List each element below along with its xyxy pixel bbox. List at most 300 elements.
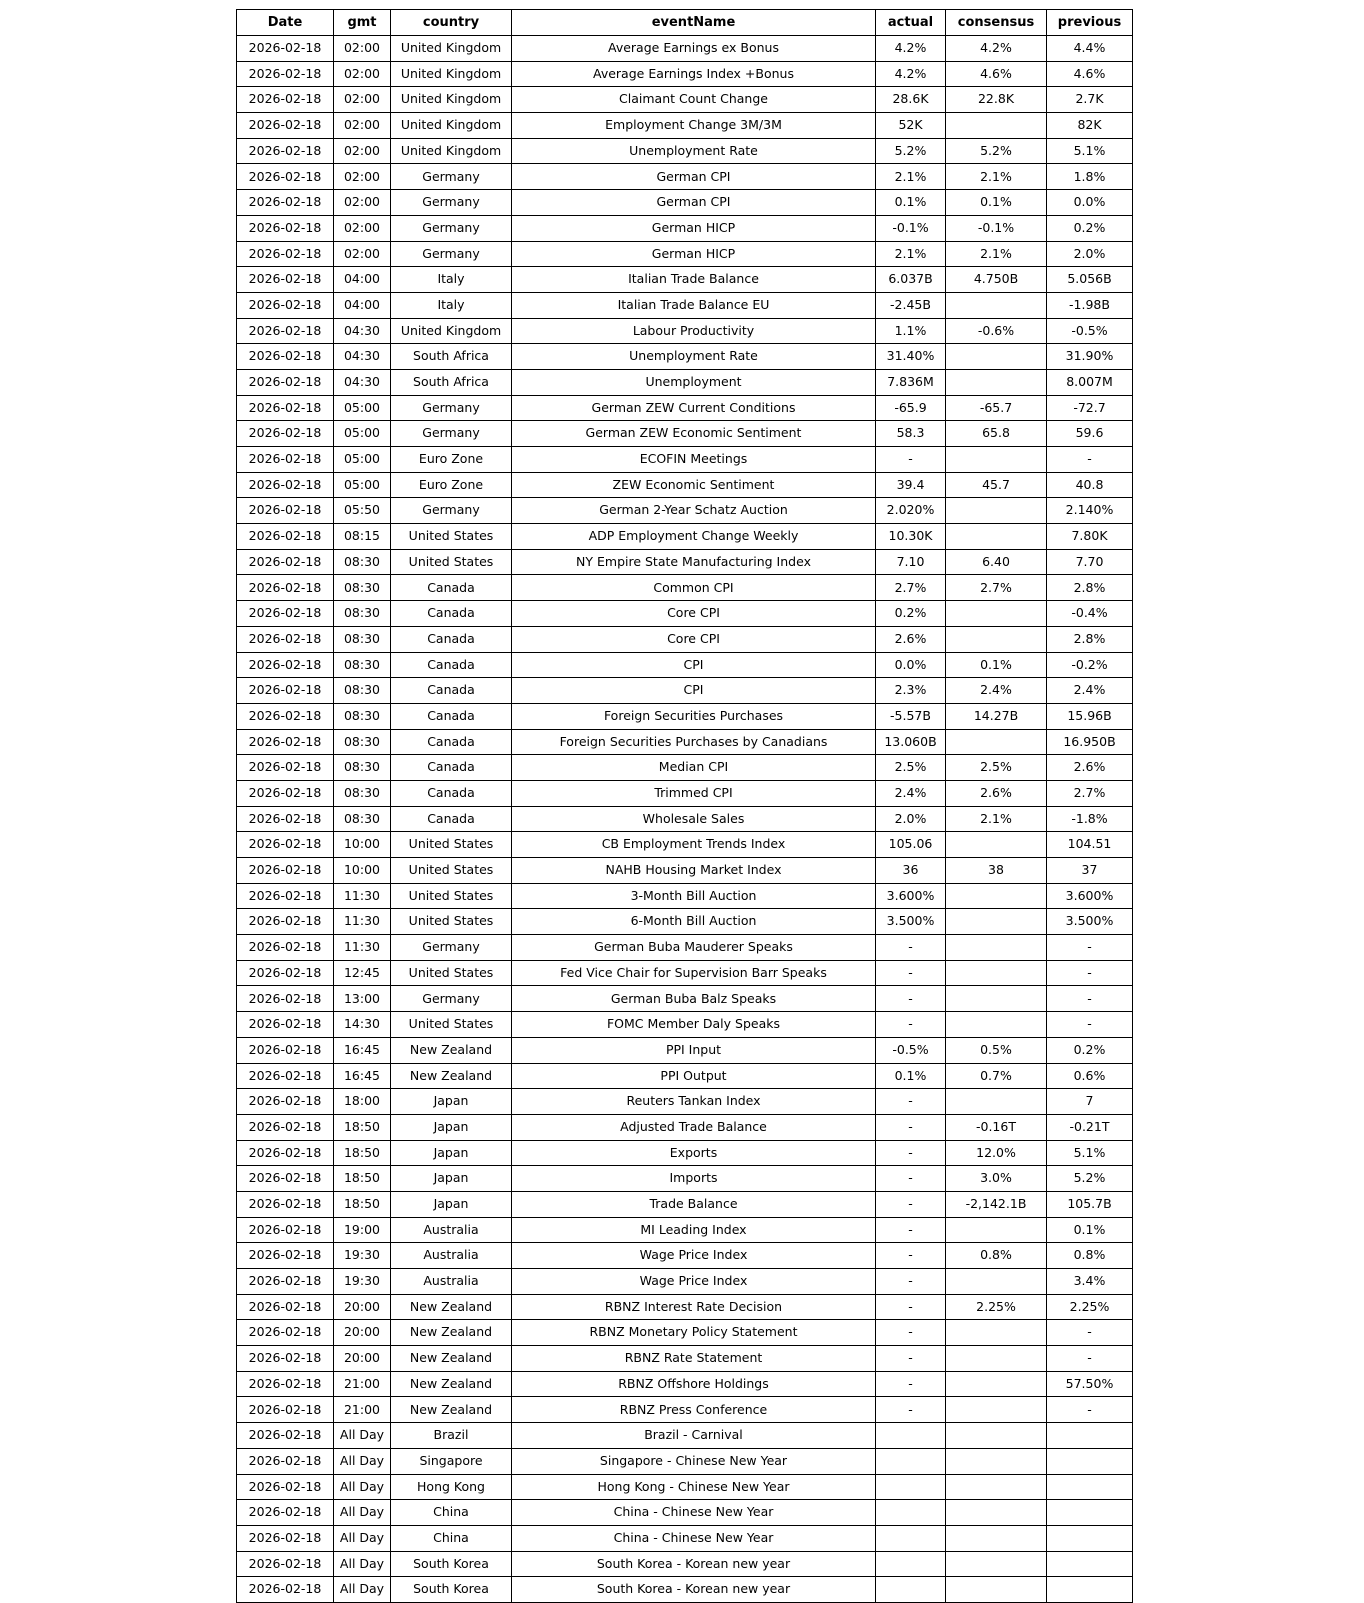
cell-consensus: 2.1% <box>946 164 1047 190</box>
cell-gmt: All Day <box>334 1551 391 1577</box>
table-row <box>237 292 1133 318</box>
cell-previous: 0.2% <box>1047 215 1133 241</box>
cell-country: United Kingdom <box>391 61 512 87</box>
cell-eventName: CPI <box>512 678 876 704</box>
cell-actual: - <box>876 1294 946 1320</box>
cell-eventName: Core CPI <box>512 626 876 652</box>
cell-date: 2026-02-18 <box>237 780 334 806</box>
cell-eventName: ECOFIN Meetings <box>512 447 876 473</box>
cell-gmt: 08:30 <box>334 780 391 806</box>
cell-previous: 2.7% <box>1047 780 1133 806</box>
cell-gmt: 02:00 <box>334 241 391 267</box>
cell-actual: 1.1% <box>876 318 946 344</box>
cell-date: 2026-02-18 <box>237 1525 334 1551</box>
cell-actual: - <box>876 1166 946 1192</box>
cell-actual: 39.4 <box>876 472 946 498</box>
cell-country: New Zealand <box>391 1063 512 1089</box>
cell-country: Canada <box>391 601 512 627</box>
cell-country: Germany <box>391 421 512 447</box>
cell-actual: 36 <box>876 858 946 884</box>
table-row <box>237 87 1133 113</box>
cell-gmt: 05:00 <box>334 395 391 421</box>
cell-previous: - <box>1047 447 1133 473</box>
cell-actual <box>876 1525 946 1551</box>
cell-date: 2026-02-18 <box>237 1474 334 1500</box>
cell-actual <box>876 1551 946 1577</box>
column-header-date: Date <box>237 10 334 36</box>
cell-gmt: 05:00 <box>334 447 391 473</box>
cell-actual: 5.2% <box>876 138 946 164</box>
cell-country: Japan <box>391 1140 512 1166</box>
cell-gmt: 08:30 <box>334 652 391 678</box>
cell-actual: 7.10 <box>876 549 946 575</box>
cell-eventName: German Buba Balz Speaks <box>512 986 876 1012</box>
cell-gmt: 02:00 <box>334 36 391 62</box>
cell-gmt: 11:30 <box>334 909 391 935</box>
cell-date: 2026-02-18 <box>237 292 334 318</box>
cell-consensus <box>946 1525 1047 1551</box>
cell-gmt: 02:00 <box>334 87 391 113</box>
cell-gmt: 04:30 <box>334 318 391 344</box>
cell-country: United Kingdom <box>391 138 512 164</box>
cell-actual: -65.9 <box>876 395 946 421</box>
cell-actual: - <box>876 1012 946 1038</box>
cell-actual: 31.40% <box>876 344 946 370</box>
cell-consensus: 2.25% <box>946 1294 1047 1320</box>
cell-country: United States <box>391 858 512 884</box>
table-row <box>237 703 1133 729</box>
cell-previous: - <box>1047 1397 1133 1423</box>
cell-country: United States <box>391 549 512 575</box>
cell-country: Singapore <box>391 1448 512 1474</box>
cell-consensus <box>946 113 1047 139</box>
cell-eventName: CB Employment Trends Index <box>512 832 876 858</box>
cell-gmt: 16:45 <box>334 1063 391 1089</box>
cell-gmt: 11:30 <box>334 883 391 909</box>
table-row <box>237 1397 1133 1423</box>
cell-gmt: 13:00 <box>334 986 391 1012</box>
cell-date: 2026-02-18 <box>237 1397 334 1423</box>
cell-consensus: 38 <box>946 858 1047 884</box>
table-row <box>237 1320 1133 1346</box>
cell-country: Italy <box>391 292 512 318</box>
table-row <box>237 652 1133 678</box>
table-row <box>237 138 1133 164</box>
cell-eventName: South Korea - Korean new year <box>512 1551 876 1577</box>
cell-country: Germany <box>391 215 512 241</box>
cell-gmt: 08:30 <box>334 601 391 627</box>
cell-eventName: Employment Change 3M/3M <box>512 113 876 139</box>
cell-date: 2026-02-18 <box>237 1217 334 1243</box>
cell-eventName: German ZEW Economic Sentiment <box>512 421 876 447</box>
cell-date: 2026-02-18 <box>237 1500 334 1526</box>
cell-date: 2026-02-18 <box>237 1037 334 1063</box>
cell-country: Brazil <box>391 1423 512 1449</box>
table-row <box>237 1166 1133 1192</box>
cell-consensus: 2.1% <box>946 806 1047 832</box>
table-row <box>237 1551 1133 1577</box>
cell-gmt: 19:30 <box>334 1243 391 1269</box>
cell-actual: 52K <box>876 113 946 139</box>
cell-gmt: 05:50 <box>334 498 391 524</box>
cell-country: United States <box>391 960 512 986</box>
table-row <box>237 1448 1133 1474</box>
cell-actual: 7.836M <box>876 369 946 395</box>
cell-actual: 0.2% <box>876 601 946 627</box>
table-row <box>237 318 1133 344</box>
cell-gmt: 08:30 <box>334 729 391 755</box>
economic-calendar-container <box>236 9 1132 1603</box>
cell-gmt: 20:00 <box>334 1320 391 1346</box>
cell-date: 2026-02-18 <box>237 524 334 550</box>
cell-consensus: 5.2% <box>946 138 1047 164</box>
cell-date: 2026-02-18 <box>237 1140 334 1166</box>
table-row <box>237 601 1133 627</box>
table-row <box>237 1346 1133 1372</box>
cell-actual: -2.45B <box>876 292 946 318</box>
cell-gmt: 08:30 <box>334 575 391 601</box>
cell-eventName: German CPI <box>512 164 876 190</box>
cell-date: 2026-02-18 <box>237 447 334 473</box>
cell-previous: 8.007M <box>1047 369 1133 395</box>
cell-date: 2026-02-18 <box>237 909 334 935</box>
table-row <box>237 780 1133 806</box>
cell-actual: - <box>876 1371 946 1397</box>
cell-consensus: 2.6% <box>946 780 1047 806</box>
cell-consensus <box>946 729 1047 755</box>
cell-date: 2026-02-18 <box>237 858 334 884</box>
cell-previous: 2.0% <box>1047 241 1133 267</box>
cell-country: Australia <box>391 1269 512 1295</box>
cell-consensus <box>946 1551 1047 1577</box>
table-row <box>237 806 1133 832</box>
cell-date: 2026-02-18 <box>237 1448 334 1474</box>
cell-previous: - <box>1047 1320 1133 1346</box>
cell-date: 2026-02-18 <box>237 652 334 678</box>
cell-consensus <box>946 986 1047 1012</box>
cell-consensus: 3.0% <box>946 1166 1047 1192</box>
cell-eventName: ADP Employment Change Weekly <box>512 524 876 550</box>
cell-consensus <box>946 1320 1047 1346</box>
cell-date: 2026-02-18 <box>237 267 334 293</box>
cell-eventName: PPI Input <box>512 1037 876 1063</box>
cell-gmt: 08:30 <box>334 755 391 781</box>
cell-country: China <box>391 1525 512 1551</box>
table-row <box>237 909 1133 935</box>
cell-country: United States <box>391 832 512 858</box>
cell-date: 2026-02-18 <box>237 36 334 62</box>
cell-previous <box>1047 1577 1133 1603</box>
table-row <box>237 1191 1133 1217</box>
cell-date: 2026-02-18 <box>237 1320 334 1346</box>
table-row <box>237 1114 1133 1140</box>
cell-consensus <box>946 292 1047 318</box>
cell-country: Euro Zone <box>391 447 512 473</box>
cell-country: Japan <box>391 1166 512 1192</box>
cell-date: 2026-02-18 <box>237 1577 334 1603</box>
cell-eventName: 6-Month Bill Auction <box>512 909 876 935</box>
cell-consensus <box>946 1500 1047 1526</box>
cell-country: Canada <box>391 652 512 678</box>
cell-consensus: 0.1% <box>946 652 1047 678</box>
table-row <box>237 267 1133 293</box>
cell-gmt: 19:00 <box>334 1217 391 1243</box>
cell-gmt: 02:00 <box>334 138 391 164</box>
cell-actual: - <box>876 1243 946 1269</box>
cell-consensus: 4.6% <box>946 61 1047 87</box>
cell-gmt: 20:00 <box>334 1294 391 1320</box>
cell-actual: -5.57B <box>876 703 946 729</box>
cell-previous: 0.2% <box>1047 1037 1133 1063</box>
cell-actual: 105.06 <box>876 832 946 858</box>
cell-consensus: 0.7% <box>946 1063 1047 1089</box>
cell-actual: - <box>876 1320 946 1346</box>
cell-previous: 2.140% <box>1047 498 1133 524</box>
cell-actual <box>876 1448 946 1474</box>
cell-actual: 2.3% <box>876 678 946 704</box>
cell-gmt: 04:00 <box>334 292 391 318</box>
cell-previous: 0.6% <box>1047 1063 1133 1089</box>
cell-actual: 6.037B <box>876 267 946 293</box>
cell-date: 2026-02-18 <box>237 1423 334 1449</box>
cell-actual: 2.5% <box>876 755 946 781</box>
table-row <box>237 447 1133 473</box>
cell-eventName: Italian Trade Balance EU <box>512 292 876 318</box>
column-header-consensus: consensus <box>946 10 1047 36</box>
column-header-previous: previous <box>1047 10 1133 36</box>
cell-date: 2026-02-18 <box>237 935 334 961</box>
table-row <box>237 575 1133 601</box>
cell-actual: 2.1% <box>876 241 946 267</box>
cell-eventName: NAHB Housing Market Index <box>512 858 876 884</box>
table-row <box>237 1037 1133 1063</box>
cell-consensus: 2.7% <box>946 575 1047 601</box>
cell-gmt: 08:30 <box>334 549 391 575</box>
cell-date: 2026-02-18 <box>237 113 334 139</box>
cell-consensus: 0.8% <box>946 1243 1047 1269</box>
cell-previous: 5.2% <box>1047 1166 1133 1192</box>
cell-country: Australia <box>391 1243 512 1269</box>
cell-gmt: 04:30 <box>334 369 391 395</box>
cell-country: United States <box>391 909 512 935</box>
cell-date: 2026-02-18 <box>237 832 334 858</box>
cell-country: Germany <box>391 935 512 961</box>
cell-previous: - <box>1047 935 1133 961</box>
cell-previous: 104.51 <box>1047 832 1133 858</box>
cell-eventName: FOMC Member Daly Speaks <box>512 1012 876 1038</box>
cell-previous: -0.21T <box>1047 1114 1133 1140</box>
cell-gmt: 05:00 <box>334 472 391 498</box>
cell-country: South Korea <box>391 1551 512 1577</box>
cell-eventName: Labour Productivity <box>512 318 876 344</box>
cell-country: Italy <box>391 267 512 293</box>
cell-actual <box>876 1474 946 1500</box>
cell-country: China <box>391 1500 512 1526</box>
cell-date: 2026-02-18 <box>237 755 334 781</box>
cell-eventName: Adjusted Trade Balance <box>512 1114 876 1140</box>
cell-previous: - <box>1047 986 1133 1012</box>
cell-eventName: China - Chinese New Year <box>512 1500 876 1526</box>
cell-gmt: 04:00 <box>334 267 391 293</box>
cell-gmt: 02:00 <box>334 215 391 241</box>
cell-date: 2026-02-18 <box>237 960 334 986</box>
cell-consensus: -65.7 <box>946 395 1047 421</box>
cell-eventName: Core CPI <box>512 601 876 627</box>
cell-eventName: Trimmed CPI <box>512 780 876 806</box>
cell-gmt: 21:00 <box>334 1397 391 1423</box>
table-row <box>237 395 1133 421</box>
cell-gmt: 08:30 <box>334 703 391 729</box>
cell-eventName: German 2-Year Schatz Auction <box>512 498 876 524</box>
cell-eventName: RBNZ Press Conference <box>512 1397 876 1423</box>
cell-gmt: All Day <box>334 1500 391 1526</box>
cell-previous: - <box>1047 960 1133 986</box>
cell-consensus <box>946 960 1047 986</box>
table-row <box>237 113 1133 139</box>
cell-previous: -1.8% <box>1047 806 1133 832</box>
cell-eventName: Trade Balance <box>512 1191 876 1217</box>
cell-previous: 7 <box>1047 1089 1133 1115</box>
cell-country: Germany <box>391 498 512 524</box>
cell-date: 2026-02-18 <box>237 138 334 164</box>
cell-gmt: 08:30 <box>334 806 391 832</box>
cell-date: 2026-02-18 <box>237 626 334 652</box>
cell-date: 2026-02-18 <box>237 601 334 627</box>
cell-eventName: Brazil - Carnival <box>512 1423 876 1449</box>
cell-consensus: 0.1% <box>946 190 1047 216</box>
cell-previous: -72.7 <box>1047 395 1133 421</box>
cell-gmt: 19:30 <box>334 1269 391 1295</box>
cell-actual: 0.0% <box>876 652 946 678</box>
cell-country: Canada <box>391 729 512 755</box>
cell-eventName: Unemployment Rate <box>512 138 876 164</box>
cell-previous: 2.7K <box>1047 87 1133 113</box>
cell-date: 2026-02-18 <box>237 1346 334 1372</box>
cell-date: 2026-02-18 <box>237 806 334 832</box>
cell-previous: 0.1% <box>1047 1217 1133 1243</box>
table-row <box>237 729 1133 755</box>
cell-eventName: Foreign Securities Purchases <box>512 703 876 729</box>
cell-consensus <box>946 498 1047 524</box>
cell-previous: 2.6% <box>1047 755 1133 781</box>
economic-calendar-table <box>236 9 1133 1603</box>
cell-actual <box>876 1500 946 1526</box>
cell-actual: 4.2% <box>876 36 946 62</box>
cell-consensus <box>946 344 1047 370</box>
table-row <box>237 1269 1133 1295</box>
cell-gmt: All Day <box>334 1474 391 1500</box>
cell-date: 2026-02-18 <box>237 678 334 704</box>
cell-country: United Kingdom <box>391 318 512 344</box>
cell-eventName: ZEW Economic Sentiment <box>512 472 876 498</box>
cell-actual <box>876 1423 946 1449</box>
table-row <box>237 1012 1133 1038</box>
cell-eventName: Common CPI <box>512 575 876 601</box>
table-row <box>237 858 1133 884</box>
cell-eventName: MI Leading Index <box>512 1217 876 1243</box>
cell-previous: 2.8% <box>1047 575 1133 601</box>
cell-gmt: 08:30 <box>334 678 391 704</box>
table-row <box>237 344 1133 370</box>
cell-country: United States <box>391 883 512 909</box>
column-header-country: country <box>391 10 512 36</box>
cell-gmt: 21:00 <box>334 1371 391 1397</box>
table-row <box>237 1474 1133 1500</box>
cell-gmt: 11:30 <box>334 935 391 961</box>
cell-date: 2026-02-18 <box>237 1114 334 1140</box>
cell-eventName: German HICP <box>512 215 876 241</box>
cell-country: Canada <box>391 755 512 781</box>
table-row <box>237 1577 1133 1603</box>
table-row <box>237 36 1133 62</box>
cell-consensus <box>946 1089 1047 1115</box>
cell-country: Hong Kong <box>391 1474 512 1500</box>
cell-consensus <box>946 601 1047 627</box>
cell-date: 2026-02-18 <box>237 190 334 216</box>
cell-actual: - <box>876 1140 946 1166</box>
cell-eventName: Fed Vice Chair for Supervision Barr Speaks <box>512 960 876 986</box>
cell-date: 2026-02-18 <box>237 395 334 421</box>
cell-country: New Zealand <box>391 1037 512 1063</box>
cell-gmt: 18:50 <box>334 1166 391 1192</box>
cell-actual: - <box>876 1191 946 1217</box>
cell-consensus: -0.6% <box>946 318 1047 344</box>
cell-previous: - <box>1047 1012 1133 1038</box>
table-row <box>237 215 1133 241</box>
cell-eventName: Wage Price Index <box>512 1269 876 1295</box>
cell-consensus <box>946 447 1047 473</box>
cell-country: New Zealand <box>391 1397 512 1423</box>
cell-eventName: Foreign Securities Purchases by Canadians <box>512 729 876 755</box>
cell-gmt: 10:00 <box>334 858 391 884</box>
cell-actual: - <box>876 447 946 473</box>
cell-country: Japan <box>391 1089 512 1115</box>
table-row <box>237 421 1133 447</box>
cell-gmt: 05:00 <box>334 421 391 447</box>
cell-previous: 0.0% <box>1047 190 1133 216</box>
table-row <box>237 1089 1133 1115</box>
cell-consensus: 14.27B <box>946 703 1047 729</box>
table-row <box>237 1217 1133 1243</box>
cell-actual: 2.4% <box>876 780 946 806</box>
cell-country: United States <box>391 1012 512 1038</box>
cell-eventName: Unemployment <box>512 369 876 395</box>
cell-previous: -0.4% <box>1047 601 1133 627</box>
cell-date: 2026-02-18 <box>237 883 334 909</box>
cell-eventName: Median CPI <box>512 755 876 781</box>
cell-country: Germany <box>391 395 512 421</box>
cell-country: South Africa <box>391 369 512 395</box>
cell-previous: 4.4% <box>1047 36 1133 62</box>
cell-date: 2026-02-18 <box>237 318 334 344</box>
table-row <box>237 1525 1133 1551</box>
cell-actual: -0.1% <box>876 215 946 241</box>
cell-previous: -0.5% <box>1047 318 1133 344</box>
cell-consensus <box>946 883 1047 909</box>
cell-consensus: -2,142.1B <box>946 1191 1047 1217</box>
cell-consensus: 0.5% <box>946 1037 1047 1063</box>
cell-actual: 3.500% <box>876 909 946 935</box>
cell-consensus <box>946 1346 1047 1372</box>
cell-consensus <box>946 369 1047 395</box>
cell-actual: 2.6% <box>876 626 946 652</box>
cell-date: 2026-02-18 <box>237 164 334 190</box>
cell-consensus: 6.40 <box>946 549 1047 575</box>
cell-gmt: All Day <box>334 1525 391 1551</box>
cell-eventName: German HICP <box>512 241 876 267</box>
table-row <box>237 524 1133 550</box>
table-row <box>237 1243 1133 1269</box>
